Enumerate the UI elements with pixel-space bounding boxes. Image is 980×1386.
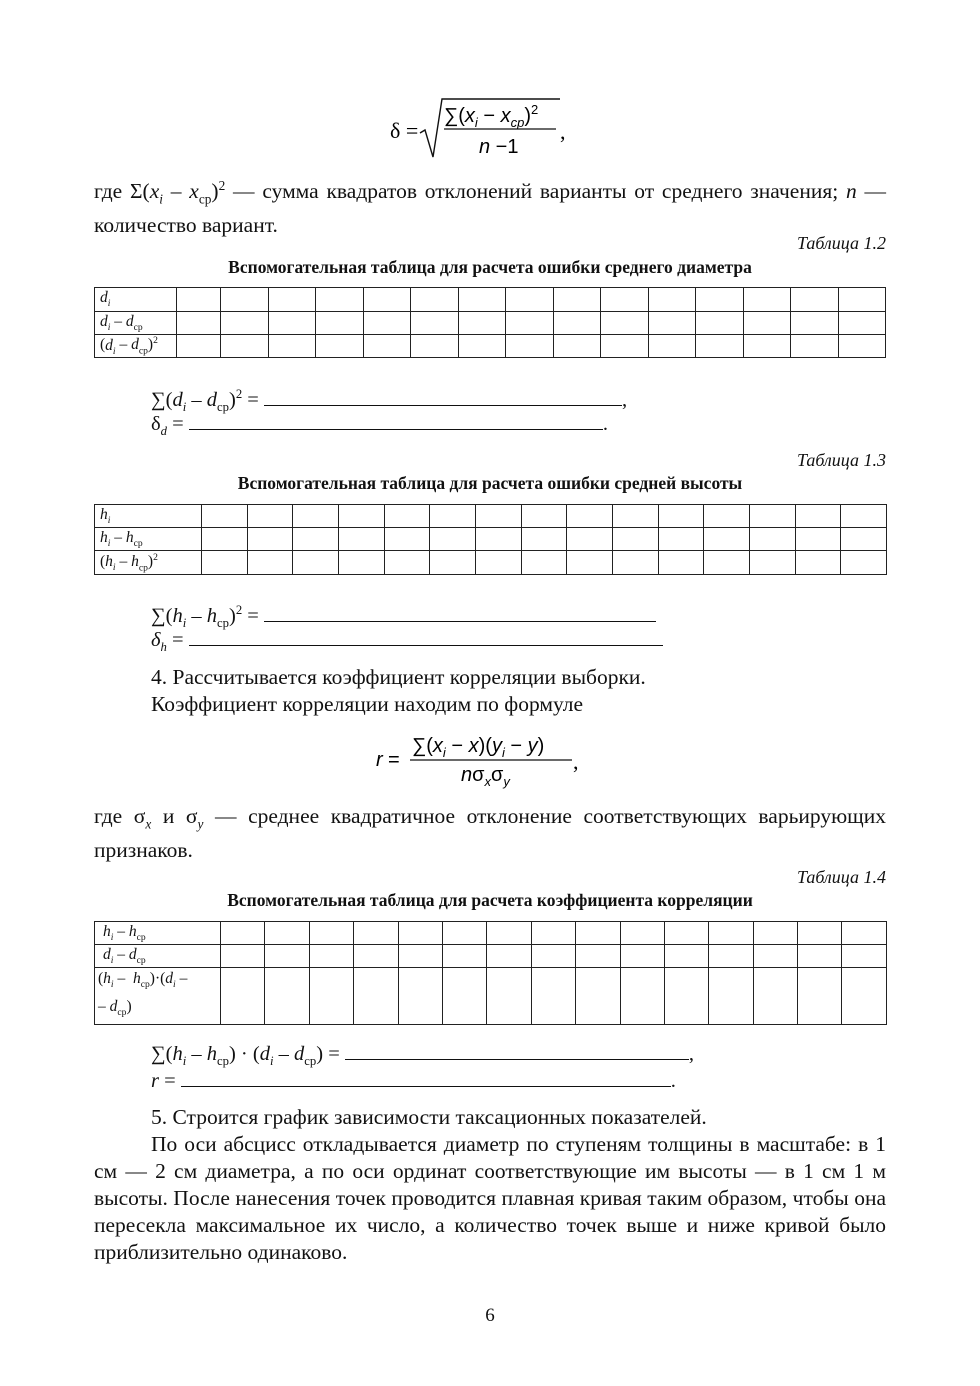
answer-blank[interactable] xyxy=(181,1072,671,1087)
answer-blank[interactable] xyxy=(264,607,656,622)
calc-d-delta: $\delta_d$ = . xyxy=(151,413,608,439)
table-1-3 xyxy=(94,504,887,575)
formula-r-lhs: r xyxy=(376,749,383,771)
row-label: $d_i - d_{ср}$ xyxy=(95,945,221,968)
table-1-3-caption: Таблица 1.3 xyxy=(796,450,886,470)
table-1-4-caption: Таблица 1.4 xyxy=(796,867,886,887)
table-1-4 xyxy=(94,921,887,1025)
formula-r-numerator: $\sum(x_i - x)(y_i - y)$ xyxy=(412,735,545,760)
step4-line1: 4. Рассчитывается коэффициент корреляции выборки. xyxy=(151,665,646,689)
formula-r-svg xyxy=(376,729,596,795)
calc-r-sum: $\sum(h_i - h_{ср}) \cdot (d_i - d_{ср})$ = , xyxy=(151,1043,695,1069)
answer-blank[interactable] xyxy=(189,415,603,430)
answer-blank[interactable] xyxy=(345,1045,689,1060)
formula-delta-lhs-glyph: δ = xyxy=(390,118,419,143)
para-where-2: где $\sigma_x$ и $\sigma_y$ — среднее квадратичное отклонение соответствующих варьирующих признаков. xyxy=(94,804,886,863)
row-label: $(d_i - d_{ср})^2$ xyxy=(95,335,177,358)
answer-blank[interactable] xyxy=(264,391,622,406)
calc-h-sum: $\sum(h_i - h_{ср})^2$ = xyxy=(151,603,656,631)
row-label: $(h_i - h_{ср})^2$ xyxy=(95,551,202,575)
table-row xyxy=(95,505,887,528)
row-label: $h_i - h_{ср}$ xyxy=(95,528,202,551)
formula-r-comma: , xyxy=(573,749,579,774)
formula-delta-comma: , xyxy=(560,119,566,144)
table-1-2-caption: Таблица 1.2 xyxy=(796,233,886,253)
calc-r-r: r = . xyxy=(151,1070,676,1092)
table-row xyxy=(95,922,887,945)
table-row xyxy=(95,551,887,575)
step4-line2: Коэффициент корреляции находим по формуле xyxy=(151,692,584,716)
formula-delta-svg xyxy=(388,95,588,163)
svg-text:=: = xyxy=(388,749,400,771)
row-label: $d_i$ xyxy=(95,288,177,312)
calc-h-delta: $\delta_h$ = xyxy=(151,629,663,655)
table-row xyxy=(95,528,887,551)
table-row xyxy=(95,335,886,358)
formula-delta-denominator: n −1 xyxy=(479,136,519,158)
answer-blank[interactable] xyxy=(189,631,663,646)
formula-delta-numerator: $\sum(x_i - x_{cp})^2$ xyxy=(444,102,539,130)
table-1-2-title: Вспомогательная таблица для расчета ошибки среднего диаметра xyxy=(228,257,752,277)
row-label: $h_i - h_{ср}$ xyxy=(95,922,221,945)
page-number: 6 xyxy=(485,1305,495,1326)
para-where-1: где $\Sigma(x_i - x_{ср})^2$ — сумма квадратов отклонений варианты от среднего значения; n — количество вариант. xyxy=(94,178,887,238)
formula-r-denominator: $n\sigma_x\sigma_y$ xyxy=(461,764,510,789)
table-1-4-title: Вспомогательная таблица для расчета коэффициента корреляции xyxy=(227,890,753,910)
step5-line1: 5. Строится график зависимости таксационных показателей. xyxy=(151,1105,707,1129)
table-1-2 xyxy=(94,287,886,358)
step5-para: По оси абсцисс откладывается диаметр по ступеням толщины в масштабе: в 1 см — 2 см диаметра, а по оси ординат соответствующие им высоты — в 1 см 1 м высоты. После нанесения точек проводится плавная кривая таким образом, чтобы она пересекла максимальное их число, а количество точек выше и ниже кривой было приблизительно одинаково. xyxy=(94,1132,886,1264)
table-row xyxy=(95,288,886,312)
calc-d-sum: $\sum(d_i - d_{ср})^2$ = , xyxy=(151,387,628,414)
row-label: $(h_i - h_{ср})\cdot(d_i$ – – $d_{ср}$) xyxy=(95,968,221,1025)
row-label: $d_i - d_{ср}$ xyxy=(95,312,177,335)
row-label: $h_i$ xyxy=(95,505,202,528)
table-row xyxy=(95,968,887,1025)
table-row xyxy=(95,312,886,335)
table-1-3-title: Вспомогательная таблица для расчета ошибки средней высоты xyxy=(237,473,743,493)
table-row xyxy=(95,945,887,968)
